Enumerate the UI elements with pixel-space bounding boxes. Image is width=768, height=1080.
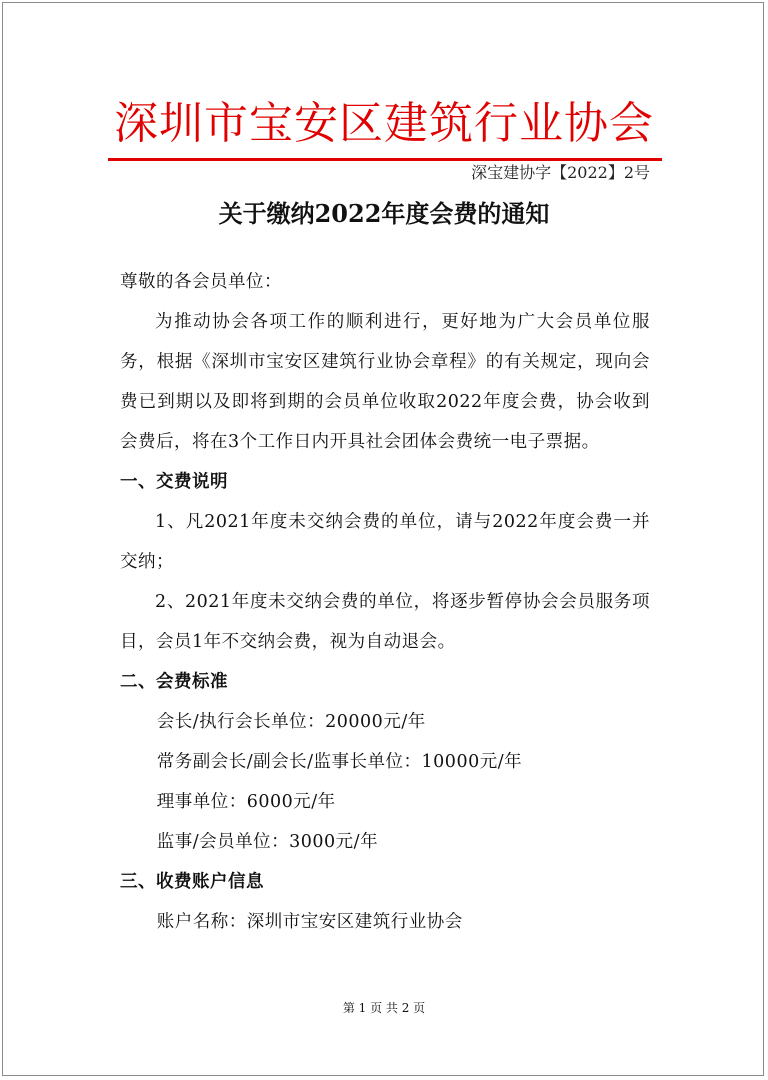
fee-standard-president: 会长/执行会长单位：20000元/年 — [156, 712, 426, 732]
organization-title: 深圳市宝安区建筑行业协会 — [114, 98, 654, 149]
fee-standard-vice-president: 常务副会长/副会长/监事长单位：10000元/年 — [156, 752, 523, 772]
document-number: 深宝建协字【2022】2号 — [471, 163, 650, 182]
section-heading-payment-notes: 一、交费说明 — [120, 472, 228, 492]
payment-note-2: 2、2021年度未交纳会费的单位，将逐步暂停协会会员服务项目，会员1年不交纳会费，视为自动退会。 — [120, 592, 650, 652]
red-header-rule — [108, 158, 662, 161]
document-title: 关于缴纳2022年度会费的通知 — [218, 199, 550, 228]
page-footer: 第 1 页 共 2 页 — [342, 1001, 426, 1015]
document-body — [120, 262, 650, 942]
section-heading-fee-standard: 二、会费标准 — [120, 672, 228, 692]
fee-standard-director: 理事单位：6000元/年 — [156, 792, 336, 812]
account-name: 账户名称：深圳市宝安区建筑行业协会 — [156, 912, 463, 932]
payment-note-1: 1、凡2021年度未交纳会费的单位，请与2022年度会费一并交纳； — [120, 512, 650, 572]
section-heading-account-info: 三、收费账户信息 — [120, 872, 264, 892]
salutation: 尊敬的各会员单位： — [120, 272, 282, 292]
fee-standard-member: 监事/会员单位：3000元/年 — [156, 832, 379, 852]
intro-paragraph: 为推动协会各项工作的顺利进行，更好地为广大会员单位服务，根据《深圳市宝安区建筑行业协会章程》的有关规定，现向会费已到期以及即将到期的会员单位收取2022年度会费，协会收到会费后，将在3个工作日内开具社会团体会费统一电子票据。 — [120, 312, 650, 452]
